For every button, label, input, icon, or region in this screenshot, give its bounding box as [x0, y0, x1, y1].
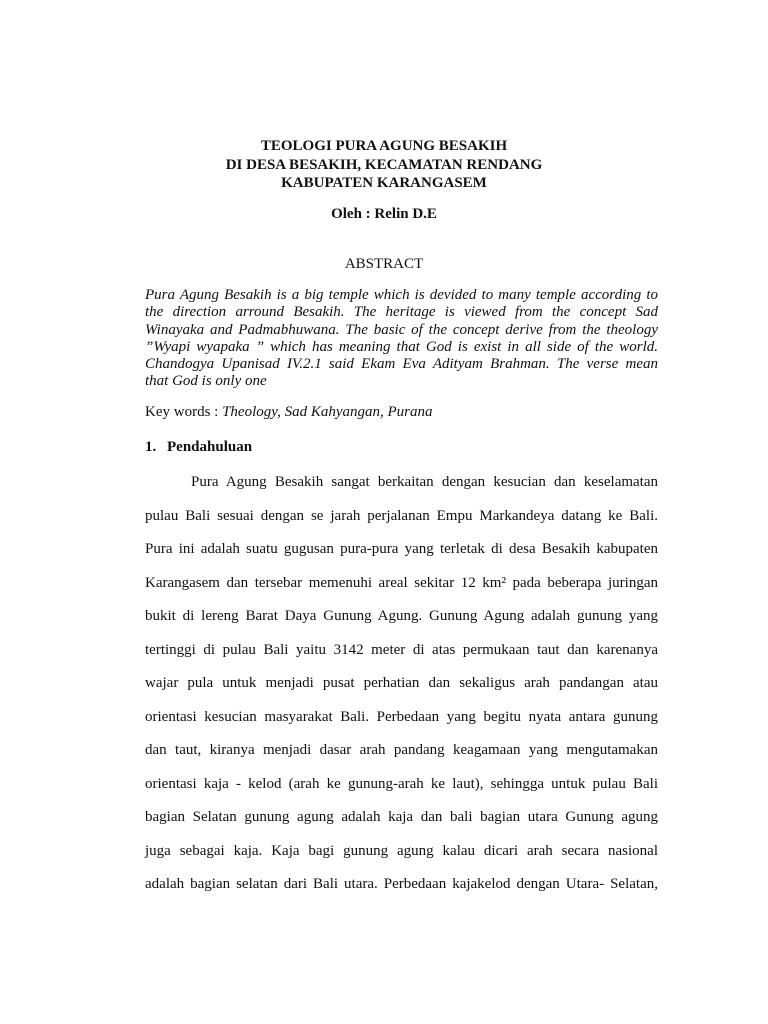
abstract-line: ”Wyapi wyapaka ” which has meaning that God is exist in all side of the world. — [145, 338, 658, 355]
abstract-line: Pura Agung Besakih is a big temple which is devided to many temple according to — [145, 287, 658, 303]
body-paragraph — [145, 471, 658, 907]
body-line: orientasi kesucian masyarakat Bali. Perbedaan yang begitu nyata antara gunung — [145, 708, 658, 725]
abstract-line: Winayaka and Padmabhuwana. The basic of the concept derive from the theology — [145, 321, 658, 338]
abstract-line: the direction arround Besakih. The heritage is viewed from the concept Sad — [145, 304, 658, 321]
body-line: pulau Bali sesuai dengan se jarah perjalanan Empu Markandeya datang ke Bali. — [145, 507, 658, 524]
body-line: juga sebagai kaja. Kaja bagi gunung agung kalau dicari arah secara nasional — [145, 842, 658, 859]
abstract-body — [145, 287, 658, 391]
body-line: Karangasem dan tersebar memenuhi areal sekitar 12 km² pada beberapa juringan — [145, 574, 658, 591]
body-line: dan taut, kiranya menjadi dasar arah pandang keagamaan yang mengutamakan — [145, 742, 658, 758]
section-heading — [145, 439, 252, 456]
author-line: Oleh : Relin D.E — [331, 206, 437, 222]
body-line: Pura ini adalah suatu gugusan pura-pura yang terletak di desa Besakih kabupaten — [145, 541, 658, 557]
body-line: orientasi kaja - kelod (arah ke gunung-arah ke laut), sehingga untuk pulau Bali — [145, 775, 658, 792]
body-line: Pura Agung Besakih sangat berkaitan dengan kesucian dan keselamatan — [191, 474, 658, 490]
body-line: bagian Selatan gunung agung adalah kaja dan bali bagian utara Gunung agung — [145, 809, 658, 825]
body-line: bukit di lereng Barat Daya Gunung Agung. Gunung Agung adalah gunung yang — [145, 608, 658, 624]
title-line-3: KABUPATEN KARANGASEM — [281, 175, 487, 191]
body-line: adalah bagian selatan dari Bali utara. Perbedaan kajakelod dengan Utara- Selatan, — [145, 876, 658, 892]
keywords-line — [145, 404, 658, 421]
section-number: 1. — [145, 439, 157, 455]
abstract-heading: ABSTRACT — [344, 256, 424, 272]
keywords-values: Theology, Sad Kahyangan, Purana — [222, 404, 433, 420]
title-line-2: DI DESA BESAKIH, KECAMATAN RENDANG — [225, 156, 543, 173]
abstract-line: Chandogya Upanisad IV.2.1 said Ekam Eva Adityam Brahman. The verse mean — [145, 356, 658, 373]
paper-title — [0, 137, 768, 193]
body-line: tertinggi di pulau Bali yaitu 3142 meter di atas permukaan taut dan karenanya — [145, 641, 658, 658]
body-line: wajar pula untuk menjadi pusat perhatian dan sekaligus arah pandangan atau — [145, 675, 658, 691]
keywords-label: Key words : — [145, 404, 223, 420]
section-title: Pendahuluan — [167, 439, 253, 455]
abstract-line: that God is only one — [145, 373, 267, 390]
title-line-1: TEOLOGI PURA AGUNG BESAKIH — [260, 138, 508, 154]
